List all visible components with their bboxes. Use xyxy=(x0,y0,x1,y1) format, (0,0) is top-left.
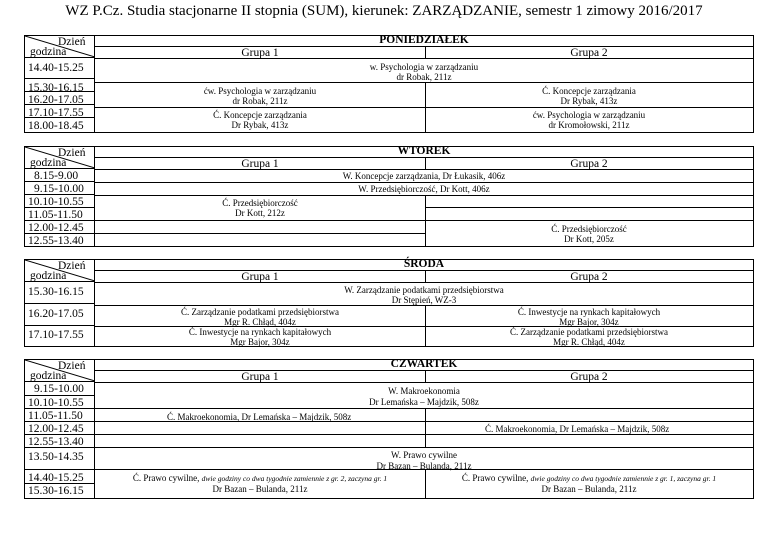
time-slot: 13.50-14.35 xyxy=(28,451,84,463)
corner-day-label: Dzień xyxy=(58,147,86,159)
lecture-cell: Dr Stępień, WZ-3 xyxy=(391,295,457,305)
exercise-cell: Ć. Zarządzanie podatkami przedsiębiorstwa xyxy=(510,327,668,337)
exercise-cell xyxy=(95,473,425,484)
exercise-title: Ć. Prawo cywilne, xyxy=(132,473,202,483)
time-slot: 14.40-15.25 xyxy=(28,472,84,484)
time-slot: 10.10-10.55 xyxy=(28,196,84,208)
exercise-cell: Mgr Bajor, 304z xyxy=(559,317,619,327)
exercise-cell: Ć. Makroekonomia, Dr Lemańska – Majdzik, 508z xyxy=(167,412,352,422)
exercise-cell: Dr Kott, 205z xyxy=(564,234,614,244)
exercise-cell: Mgr Bajor, 304z xyxy=(230,337,290,347)
day-name: CZWARTEK xyxy=(390,358,458,370)
exercise-cell: ćw. Psychologia w zarządzaniu xyxy=(532,110,646,120)
page-title: WZ P.Cz. Studia stacjonarne II stopnia (SUM), kierunek: ZARZĄDZANIE, semestr 1 zimowy 2016/2017 xyxy=(65,3,703,19)
group1-header: Grupa 1 xyxy=(241,158,279,170)
lecture-cell: w. Psychologia w zarządzaniu xyxy=(369,62,479,72)
time-slot: 12.55-13.40 xyxy=(28,235,84,247)
exercise-cell: dr Kromołowski, 211z xyxy=(548,120,630,130)
group2-header: Grupa 2 xyxy=(570,371,608,383)
time-slot: 16.20-17.05 xyxy=(28,308,84,320)
exercise-cell: Ć. Makroekonomia, Dr Lemańska – Majdzik, 508z xyxy=(485,424,670,434)
lecture-cell: dr Robak, 211z xyxy=(396,72,452,82)
exercise-cell: ćw. Psychologia w zarządzaniu xyxy=(203,86,317,96)
exercise-cell: Ć. Inwestycje na rynkach kapitałowych xyxy=(517,307,661,317)
time-slot: 15.30-16.15 xyxy=(28,82,84,94)
group1-header: Grupa 1 xyxy=(241,271,279,283)
corner-hour-label: godzina xyxy=(30,157,67,169)
exercise-note: dwie godziny co dwa tygodnie zamiennie z gr. 2, zaczyna gr. 1 xyxy=(201,474,388,483)
exercise-title: Ć. Prawo cywilne, xyxy=(461,473,531,483)
corner-day-label: Dzień xyxy=(58,36,86,48)
time-slot: 9.15-10.00 xyxy=(34,183,84,195)
time-slot: 8.15-9.00 xyxy=(34,170,79,182)
exercise-cell: Dr Bazan – Bulanda, 211z xyxy=(212,484,308,494)
exercise-cell: dr Robak, 211z xyxy=(232,96,288,106)
group2-header: Grupa 2 xyxy=(570,158,608,170)
time-slot: 9.15-10.00 xyxy=(34,383,84,395)
time-slot: 18.00-18.45 xyxy=(28,120,84,132)
time-slot: 16.20-17.05 xyxy=(28,94,84,106)
time-slot: 11.05-11.50 xyxy=(28,410,83,422)
monday-block xyxy=(24,35,754,133)
exercise-cell: Ć. Koncepcje zarządzania xyxy=(213,110,307,120)
lecture-cell: W. Makroekonomia xyxy=(388,386,460,396)
exercise-cell: Ć. Przedsiębiorczość xyxy=(551,224,627,234)
group1-header: Grupa 1 xyxy=(241,371,279,383)
group2-header: Grupa 2 xyxy=(570,47,608,59)
time-slot: 15.30-16.15 xyxy=(28,286,84,298)
exercise-cell: Ć. Przedsiębiorczość xyxy=(222,198,298,208)
time-slot: 10.10-10.55 xyxy=(28,397,84,409)
lecture-cell: W. Koncepcje zarządzania, Dr Łukasik, 406z xyxy=(342,171,506,181)
exercise-cell: Mgr R. Chłąd, 404z xyxy=(224,317,296,327)
corner-hour-label: godzina xyxy=(30,270,67,282)
day-name: PONIEDZIAŁEK xyxy=(379,34,469,46)
corner-hour-label: godzina xyxy=(30,46,67,58)
time-slot: 15.30-16.15 xyxy=(28,485,84,497)
group1-header: Grupa 1 xyxy=(241,47,279,59)
exercise-cell: Ć. Koncepcje zarządzania xyxy=(542,86,636,96)
corner-day-label: Dzień xyxy=(58,360,86,372)
lecture-cell: W. Przedsiębiorczość, Dr Kott, 406z xyxy=(358,184,490,194)
exercise-cell xyxy=(425,473,753,484)
time-slot: 11.05-11.50 xyxy=(28,209,83,221)
day-name: WTOREK xyxy=(397,145,451,157)
corner-day-label: Dzień xyxy=(58,260,86,272)
lecture-cell: Dr Bazan – Bulanda, 211z xyxy=(376,461,472,471)
time-slot: 12.00-12.45 xyxy=(28,423,84,435)
time-slot: 17.10-17.55 xyxy=(28,107,84,119)
corner-hour-label: godzina xyxy=(30,370,67,382)
exercise-cell: Ć. Zarządzanie podatkami przedsiębiorstwa xyxy=(181,307,339,317)
thursday-block xyxy=(24,359,754,499)
day-name: ŚRODA xyxy=(403,258,445,270)
exercise-cell: Dr Kott, 212z xyxy=(235,208,285,218)
exercise-cell: Dr Rybak, 413z xyxy=(231,120,289,130)
group2-header: Grupa 2 xyxy=(570,271,608,283)
exercise-cell: Dr Rybak, 413z xyxy=(560,96,618,106)
exercise-note: dwie godziny co dwa tygodnie zamiennie z gr. 1, zaczyna gr. 1 xyxy=(530,474,717,483)
time-slot: 12.00-12.45 xyxy=(28,222,84,234)
time-slot: 17.10-17.55 xyxy=(28,329,84,341)
exercise-cell: Dr Bazan – Bulanda, 211z xyxy=(541,484,637,494)
exercise-cell: Ć. Inwestycje na rynkach kapitałowych xyxy=(188,327,332,337)
lecture-cell: W. Zarządzanie podatkami przedsiębiorstwa xyxy=(344,285,504,295)
exercise-cell: Mgr R. Chłąd, 404z xyxy=(553,337,625,347)
tuesday-block xyxy=(24,146,754,247)
time-slot: 14.40-15.25 xyxy=(28,62,84,74)
lecture-cell: Dr Lemańska – Majdzik, 508z xyxy=(369,397,479,407)
time-slot: 12.55-13.40 xyxy=(28,436,84,448)
lecture-cell: W. Prawo cywilne xyxy=(391,450,457,460)
wednesday-block xyxy=(24,259,754,347)
